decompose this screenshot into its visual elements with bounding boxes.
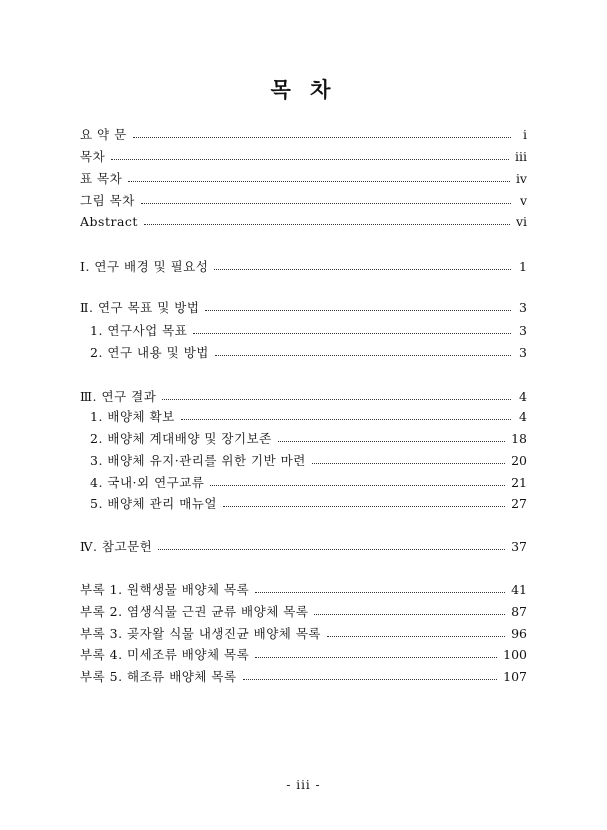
toc-page-number: 18 bbox=[511, 431, 527, 446]
toc-entry-chapter-4[interactable] bbox=[80, 538, 527, 556]
toc-label: 1. 연구사업 목표 bbox=[90, 323, 188, 338]
toc-page-number: iv bbox=[515, 171, 527, 186]
toc-page-number: 3 bbox=[519, 345, 527, 360]
leader-dots bbox=[312, 462, 505, 464]
toc-entry-chapter-3[interactable] bbox=[80, 388, 527, 406]
toc-entry-3-1[interactable] bbox=[80, 408, 527, 426]
toc-page-number: 3 bbox=[519, 300, 527, 315]
toc-page-number: 27 bbox=[511, 496, 527, 511]
toc-page-number: 41 bbox=[511, 582, 527, 597]
toc-label: Ⅲ. 연구 결과 bbox=[80, 389, 157, 404]
toc-entry-chapter-1[interactable] bbox=[80, 258, 527, 276]
leader-dots bbox=[141, 202, 511, 204]
toc-label: 표 목차 bbox=[80, 171, 123, 186]
leader-dots bbox=[158, 548, 505, 550]
leader-dots bbox=[210, 484, 505, 486]
toc-label: 1. 배양체 확보 bbox=[90, 409, 175, 424]
toc-label: 2. 배양체 계대배양 및 장기보존 bbox=[90, 431, 272, 446]
toc-page-number: 87 bbox=[511, 604, 527, 619]
toc-label: Ⅱ. 연구 목표 및 방법 bbox=[80, 300, 200, 315]
toc-entry-summary[interactable] bbox=[80, 126, 527, 144]
toc-label: 부록 3. 곶자왈 식물 내생진균 배양체 목록 bbox=[80, 626, 321, 641]
toc-entry-2-1[interactable] bbox=[80, 322, 527, 340]
toc-entry-3-4[interactable] bbox=[80, 474, 527, 492]
page-title: 목 차 bbox=[270, 77, 337, 102]
leader-dots bbox=[181, 418, 511, 420]
leader-dots bbox=[193, 332, 511, 334]
toc-label: 부록 1. 원핵생물 배양체 목록 bbox=[80, 582, 250, 597]
toc-page-number: 37 bbox=[511, 539, 527, 554]
toc-page-number: 107 bbox=[503, 669, 527, 684]
toc-label: 목차 bbox=[80, 149, 106, 164]
toc-page-number: 3 bbox=[519, 323, 527, 338]
toc-page-number: 4 bbox=[519, 409, 527, 424]
leader-dots bbox=[205, 309, 511, 311]
toc-label: 2. 연구 내용 및 방법 bbox=[90, 345, 209, 360]
toc-label: Ⅳ. 참고문헌 bbox=[80, 539, 153, 554]
toc-label: 부록 4. 미세조류 배양체 목록 bbox=[80, 647, 250, 662]
toc-label: 3. 배양체 유지·관리를 위한 기반 마련 bbox=[90, 453, 306, 468]
toc-label: 4. 국내·외 연구교류 bbox=[90, 475, 205, 490]
toc-page-number: 21 bbox=[511, 475, 527, 490]
toc-label: 요 약 문 bbox=[80, 127, 127, 142]
leader-dots bbox=[215, 354, 511, 356]
page-footer-number: - iii - bbox=[286, 778, 321, 792]
leader-dots bbox=[278, 440, 505, 442]
toc-label: 5. 배양체 관리 매뉴얼 bbox=[90, 496, 217, 511]
toc-entry-appendix-2[interactable] bbox=[80, 603, 527, 621]
toc-entry-3-3[interactable] bbox=[80, 452, 527, 470]
toc-entry-contents[interactable] bbox=[80, 148, 527, 166]
toc-label: 부록 2. 염생식물 근권 균류 배양체 목록 bbox=[80, 604, 309, 619]
toc-page-number: 20 bbox=[511, 453, 527, 468]
leader-dots bbox=[128, 180, 510, 182]
toc-entry-figure-list[interactable] bbox=[80, 192, 527, 210]
leader-dots bbox=[314, 613, 505, 615]
toc-entry-appendix-5[interactable] bbox=[80, 668, 527, 686]
toc-page-number: 100 bbox=[503, 647, 527, 662]
toc-label: Ⅰ. 연구 배경 및 필요성 bbox=[80, 259, 209, 274]
toc-entry-table-list[interactable] bbox=[80, 170, 527, 188]
leader-dots bbox=[162, 398, 511, 400]
toc-page-number: 1 bbox=[519, 259, 527, 274]
leader-dots bbox=[111, 158, 509, 160]
toc-entry-appendix-3[interactable] bbox=[80, 625, 527, 643]
toc-page-number: iii bbox=[515, 149, 527, 164]
toc-label: Abstract bbox=[80, 214, 138, 229]
leader-dots bbox=[133, 136, 511, 138]
leader-dots bbox=[223, 505, 505, 507]
leader-dots bbox=[327, 635, 505, 637]
toc-entry-chapter-2[interactable] bbox=[80, 299, 527, 317]
toc-page-number: 4 bbox=[519, 389, 527, 404]
toc-page-number: v bbox=[519, 193, 527, 208]
toc-page-number: i bbox=[523, 127, 527, 142]
toc-entry-abstract[interactable] bbox=[80, 213, 527, 231]
toc-label: 그림 목차 bbox=[80, 193, 135, 208]
toc-page-number: 96 bbox=[511, 626, 527, 641]
toc-entry-3-2[interactable] bbox=[80, 430, 527, 448]
leader-dots bbox=[255, 656, 497, 658]
leader-dots bbox=[243, 678, 498, 680]
toc-label: 부록 5. 해조류 배양체 목록 bbox=[80, 669, 237, 684]
toc-entry-3-5[interactable] bbox=[80, 495, 527, 513]
leader-dots bbox=[214, 268, 511, 270]
toc-page-number: vi bbox=[515, 214, 527, 229]
leader-dots bbox=[255, 591, 505, 593]
toc-entry-2-2[interactable] bbox=[80, 344, 527, 362]
toc-entry-appendix-1[interactable] bbox=[80, 581, 527, 599]
leader-dots bbox=[144, 223, 510, 225]
toc-entry-appendix-4[interactable] bbox=[80, 646, 527, 664]
